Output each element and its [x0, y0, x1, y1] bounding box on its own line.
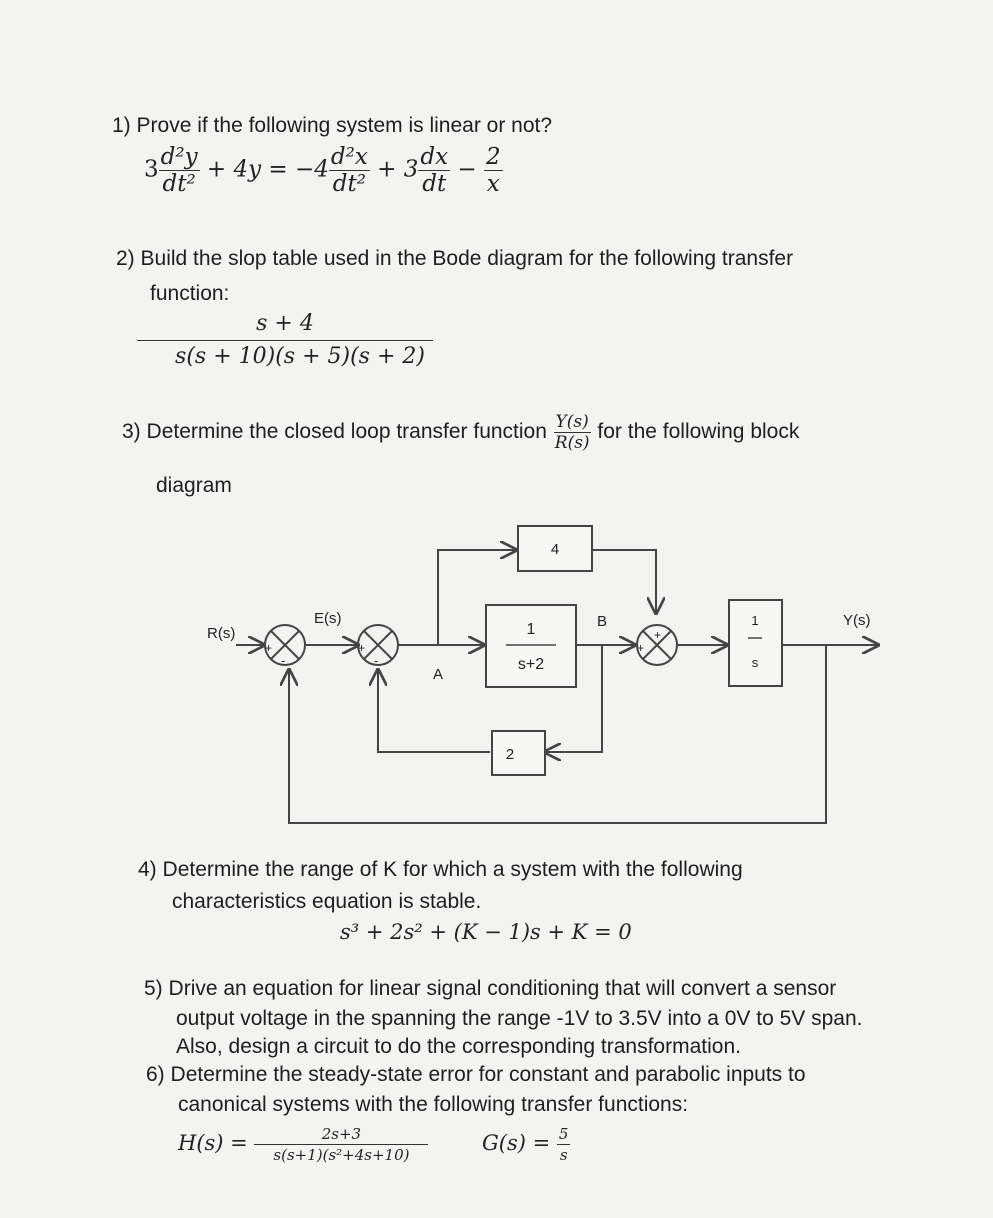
svg-text:2: 2	[505, 746, 515, 763]
summing-junction-3	[637, 625, 677, 665]
sj2-minus: -	[374, 653, 379, 668]
q1-equation: 3 $\frac{\text{d²y}}{\text{dt²}}$ + 4y = −4 $\frac{\text{d²x}}{\text{dt²}}$ + 3 $\frac{dx}{dt}$ − $\frac{2}{x}$	[144, 144, 501, 197]
q4-line2: characteristics equation is stable.	[172, 890, 482, 913]
q5-line1: Drive an equation for linear signal conditioning that will convert a sensor	[168, 977, 837, 1000]
q5-line3: Also, design a circuit to do the corresponding transformation.	[176, 1035, 741, 1058]
plant-block	[486, 605, 576, 687]
label-node-b: B	[597, 613, 608, 630]
sj1-minus: -	[281, 653, 286, 668]
label-input: R(s)	[207, 625, 236, 642]
integrator-block	[729, 600, 782, 686]
sj2-plus: +	[358, 641, 366, 655]
q3-line2: diagram	[156, 474, 232, 497]
svg-text:1: 1	[751, 613, 759, 628]
label-node-a: A	[433, 666, 444, 683]
q5-line2: output voltage in the spanning the range -1V to 3.5V into a 0V to 5V span.	[176, 1007, 863, 1030]
q6-number: 6)	[146, 1063, 165, 1086]
q6-h-function: H(s) = $\frac{2s+3}{\text{s(s+1)(s²+4s+10)}}$	[178, 1124, 428, 1165]
q2-line1: Build the slop table used in the Bode diagram for the following transfer	[140, 247, 794, 270]
q4-equation: s³ + 2s² + (K − 1)s + K = 0	[340, 920, 632, 944]
q4-line1: Determine the range of K for which a system with the following	[162, 858, 743, 881]
label-error: E(s)	[314, 610, 342, 627]
q3-text-before: Determine the closed loop transfer function	[146, 420, 547, 444]
q6-g-function: G(s) = $\frac{5}{s}$	[482, 1125, 569, 1164]
svg-text:1: 1	[526, 621, 536, 638]
q2-line2: function:	[150, 282, 230, 305]
sj3-plus-left: +	[637, 641, 645, 655]
q1-text: Prove if the following system is linear or not?	[136, 114, 553, 137]
gain-block-4	[518, 526, 592, 571]
q3-number: 3)	[122, 420, 141, 444]
summing-junction-2	[358, 625, 398, 668]
q3-text-after: for the following block	[597, 420, 800, 444]
question-5	[144, 976, 836, 1002]
q2-transfer-function: $\frac{s + 4}{s(s + 10)(s + 5)(s + 2)}$	[150, 308, 450, 373]
q5-number: 5)	[144, 977, 163, 1000]
q1-number: 1)	[112, 114, 131, 137]
svg-text:s+2: s+2	[517, 656, 545, 673]
q2-number: 2)	[116, 247, 135, 270]
q4-number: 4)	[138, 858, 157, 881]
question-6	[146, 1062, 806, 1088]
svg-text:s: s	[751, 655, 759, 670]
svg-text:4: 4	[550, 541, 560, 558]
feedback-gain-block-2	[492, 731, 545, 775]
q6-line2: canonical systems with the following transfer functions:	[178, 1093, 689, 1116]
q3-ratio: $\frac{Y(s)}{R(s)}$	[554, 412, 590, 453]
q6-line1: Determine the steady-state error for constant and parabolic inputs to	[170, 1063, 806, 1086]
summing-junction-1	[265, 625, 305, 668]
question-4	[138, 857, 743, 883]
sj1-plus: +	[265, 641, 273, 655]
label-output: Y(s)	[843, 612, 871, 629]
sj3-plus-top: +	[654, 628, 662, 642]
